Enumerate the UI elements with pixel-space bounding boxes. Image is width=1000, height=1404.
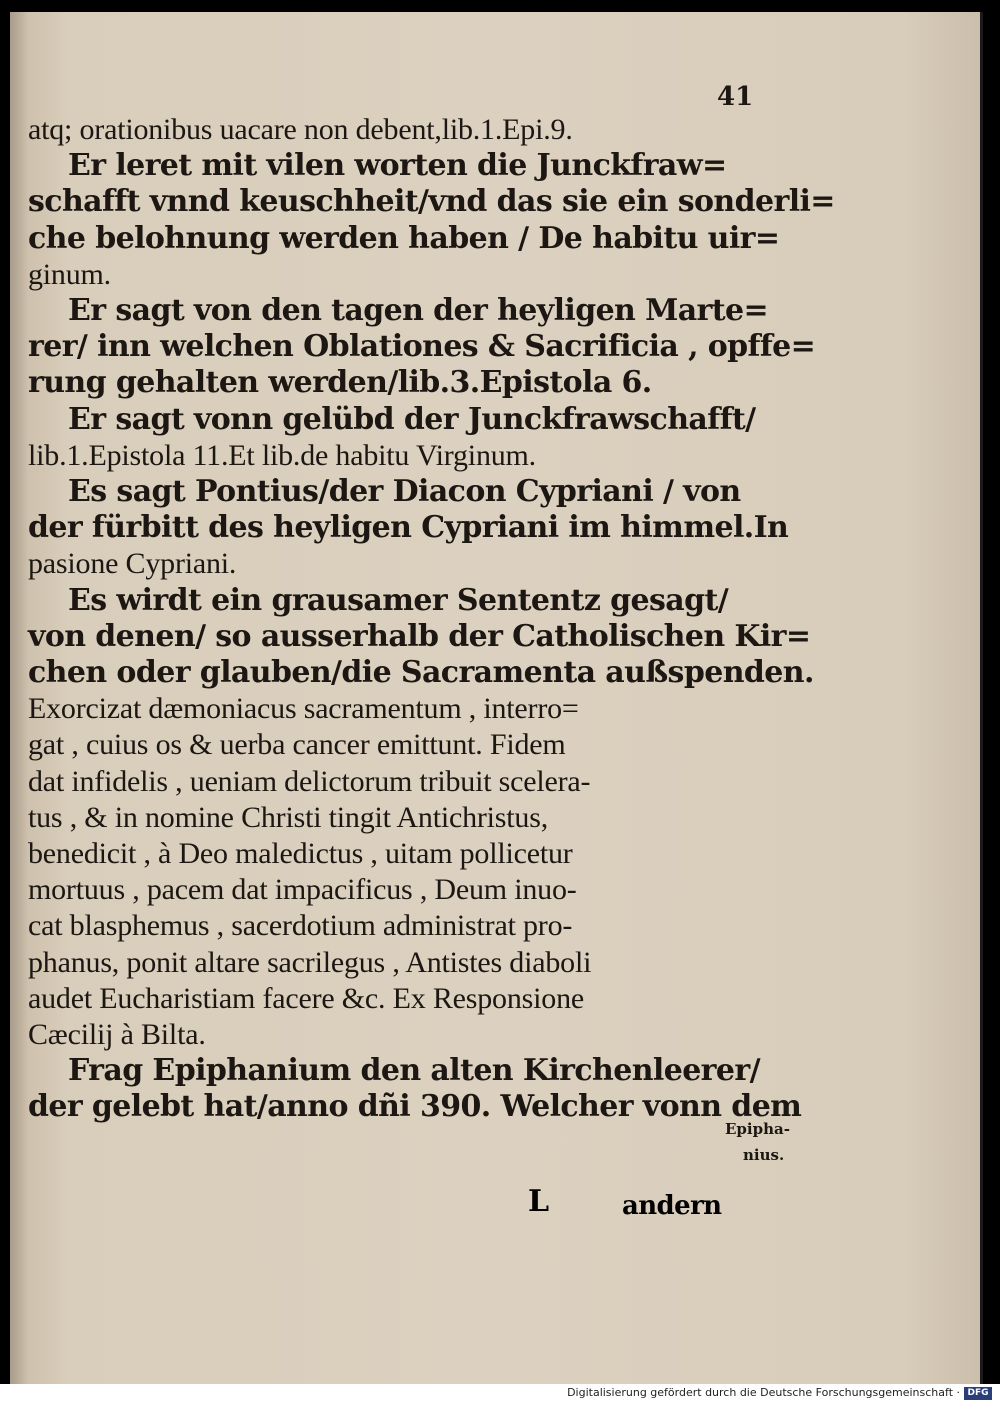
text-line: Es wirdt ein grausamer Sententz gesagt/: [68, 582, 729, 618]
text-line: che belohnung werden haben / De habitu uir=: [28, 220, 780, 256]
text-line: rer/ inn welchen Oblationes & Sacrificia , opffe=: [28, 329, 816, 365]
text-line: mortuus , pacem dat impacificus , Deum inuo-: [28, 873, 577, 907]
text-line: cat blasphemus , sacerdotium administrat pro-: [28, 909, 573, 943]
text-line: dat infidelis , ueniam delictorum tribuit scelera-: [28, 764, 591, 798]
text-line: tus , & in nomine Christi tingit Antichristus,: [28, 800, 548, 834]
text-line: der gelebt hat/anno dñi 390. Welcher vonn dem: [28, 1089, 802, 1125]
text-line: phanus, ponit altare sacrilegus , Antistes diaboli: [28, 945, 592, 979]
text-line: Exorcizat dæmoniacus sacramentum , interro=: [28, 692, 579, 726]
text-line: der fürbitt des heyligen Cypriani im himmel.In: [28, 510, 789, 546]
text-line: gat , cuius os & uerba cancer emittunt. Fidem: [28, 728, 566, 762]
text-line: benedicit , à Deo maledictus , uitam pollicetur: [28, 837, 573, 870]
footer-bar: [0, 1384, 1000, 1404]
text-line: Es sagt Pontius/der Diacon Cypriani / von: [68, 474, 741, 509]
dfg-logo: DFG: [964, 1387, 992, 1400]
text-line: lib.1.Epistola 11.Et lib.de habitu Virginum.: [28, 438, 536, 472]
page-gutter: [10, 12, 28, 1384]
book-page: [10, 12, 983, 1384]
text-line: Cæcilij à Bilta.: [28, 1018, 206, 1051]
text-line: ginum.: [28, 257, 111, 291]
text-line: atq; orationibus uacare non debent,lib.1.Epi.9.: [28, 113, 573, 146]
text-line: schafft vnnd keuschheit/vnd das sie ein sonderli=: [28, 184, 835, 220]
text-line: chen oder glauben/die Sacramenta außspenden.: [28, 655, 814, 690]
text-line: pasione Cypriani.: [28, 547, 237, 581]
text-line: Er leret mit vilen worten die Junckfraw=: [68, 148, 727, 184]
margin-note-line-1: Epipha-: [725, 1120, 790, 1138]
margin-note-line-2: nius.: [743, 1146, 785, 1164]
text-line: Er sagt von den tagen der heyligen Marte=: [68, 293, 769, 328]
footer-credit: Digitalisierung gefördert durch die Deutsche Forschungsgemeinschaft ·: [567, 1386, 960, 1399]
text-line: Frag Epiphanium den alten Kirchenleerer/: [68, 1053, 760, 1089]
text-line: audet Eucharistiam facere &c. Ex Responsione: [28, 981, 584, 1015]
text-line: rung gehalten werden/lib.3.Epistola 6.: [28, 365, 652, 401]
page-number: 41: [717, 82, 754, 112]
catchword: andern: [622, 1191, 722, 1221]
signature-mark: L: [528, 1184, 549, 1219]
text-line: Er sagt vonn gelübd der Junckfrawschafft/: [68, 401, 756, 437]
text-line: von denen/ so ausserhalb der Catholischen Kir=: [28, 618, 811, 654]
